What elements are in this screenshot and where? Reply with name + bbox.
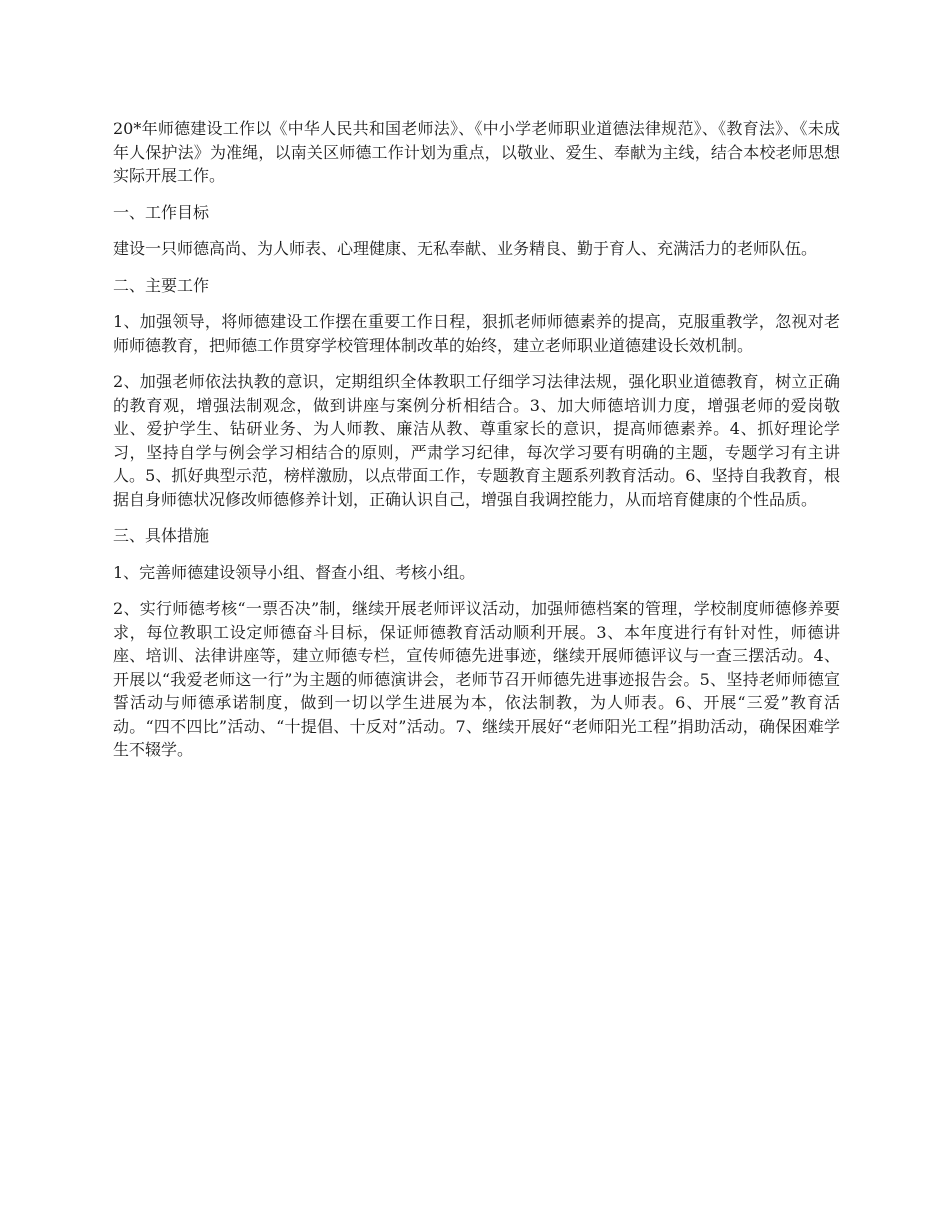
section-heading-goals: 一、工作目标: [113, 202, 210, 222]
section-heading-main-work: 二、主要工作: [113, 275, 210, 295]
goals-paragraph: 建设一只师德高尚、为人师表、心理健康、无私奉献、业务精良、勤于育人、充满活力的老师队伍。: [113, 239, 818, 258]
measures-paragraph-1: 1、完善师德建设领导小组、督查小组、考核小组。: [113, 562, 476, 582]
main-work-paragraph-1: 1、加强领导，将师德建设工作摆在重要工作日程，狠抓老师师德素养的提高，克服重教学，忽视对老师师德教育，把师德工作贯穿学校管理体制改革的始终，建立老师职业道德建设长效机制。: [113, 312, 840, 355]
document-page: [113, 117, 840, 775]
main-work-paragraph-2: 2、加强老师依法执教的意识，定期组织全体教职工仔细学习法律法规，强化职业道德教育，树立正确的教育观，增强法制观念，做到讲座与案例分析相结合。3、加大师德培训力度，增强老师的爱岗敬业、爱护学生、钻研业务、为人师教、廉洁从教、尊重家长的意识，提高师德素养。4、抓好理论学习，坚持自学与例会学习相结合的原则，严肃学习纪律，每次学习要有明确的主题，专题学习有主讲人。5、抓好典型示范，榜样激励，以点带面工作，专题教育主题系列教育活动。6、坚持自我教育，根据自身师德状况修改师德修养计划，正确认识自己，增强自我调控能力，从而培育健康的个性品质。: [113, 372, 840, 509]
measures-paragraph-2: 2、实行师德考核“一票否决”制，继续开展老师评议活动，加强师德档案的管理，学校制度师德修养要求，每位教职工设定师德奋斗目标，保证师德教育活动顺利开展。3、本年度进行有针对性，师德讲座、培训、法律讲座等，建立师德专栏，宣传师德先进事迹，继续开展师德评议与一查三摆活动。4、开展以“我爱老师这一行”为主题的师德演讲会，老师节召开师德先进事迹报告会。5、坚持老师师德宣誓活动与师德承诺制度，做到一切以学生进展为本，依法制教，为人师表。6、开展“三爱”教育活动。“四不四比”活动、“十提倡、十反对”活动。7、继续开展好“老师阳光工程”捐助活动，确保困难学生不辍学。: [113, 599, 840, 759]
intro-paragraph: 20*年师德建设工作以《中华人民共和国老师法》、《中小学老师职业道德法律规范》、《教育法》、《未成年人保护法》为准绳，以南关区师德工作计划为重点，以敬业、爱生、奉献为主线，结合本校老师思想实际开展工作。: [113, 119, 840, 185]
section-heading-measures: 三、具体措施: [113, 526, 210, 545]
